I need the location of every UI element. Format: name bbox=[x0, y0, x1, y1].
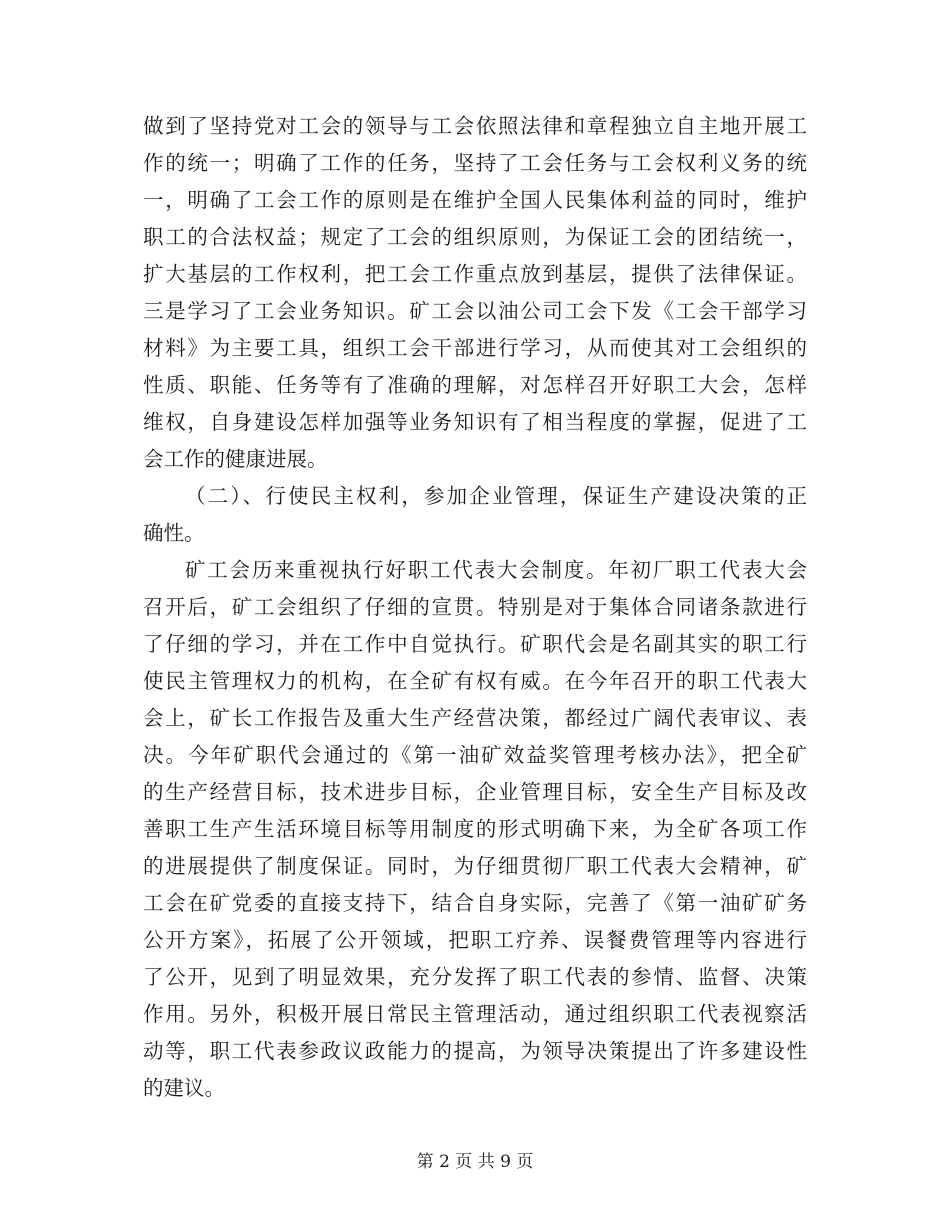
text-line: 的进展提供了制度保证。同时，为仔细贯彻厂职工代表大会精神，矿 bbox=[143, 854, 807, 878]
text-line: 善职工生产生活环境目标等用制度的形式明确下来，为全矿各项工作 bbox=[143, 817, 807, 841]
text-line: 做到了坚持党对工会的领导与工会依照法律和章程独立自主地开展工 bbox=[143, 114, 807, 138]
text-line: 会上，矿长工作报告及重大生产经营决策，都经过广阔代表审议、表 bbox=[143, 706, 807, 730]
text-line: 职工的合法权益；规定了工会的组织原则，为保证工会的团结统一， bbox=[143, 225, 807, 249]
page-footer: 第 2 页 共 9 页 bbox=[416, 1152, 534, 1172]
text-line: 一，明确了工会工作的原则是在维护全国人民集体利益的同时，维护 bbox=[143, 188, 807, 212]
section-heading-line: 确性。 bbox=[143, 521, 205, 545]
section-heading-line: （二）、行使民主权利，参加企业管理，保证生产建设决策的正 bbox=[185, 484, 807, 508]
text-line: 三是学习了工会业务知识。矿工会以油公司工会下发《工会干部学习 bbox=[143, 299, 807, 323]
text-line: 材料》为主要工具，组织工会干部进行学习，从而使其对工会组织的 bbox=[143, 336, 807, 360]
text-line: 作用。另外，积极开展日常民主管理活动，通过组织职工代表视察活 bbox=[143, 1002, 807, 1026]
text-line: 会工作的健康进展。 bbox=[143, 447, 328, 471]
text-line: 工会在矿党委的直接支持下，结合自身实际，完善了《第一油矿矿务 bbox=[143, 891, 807, 915]
text-line: 性质、职能、任务等有了准确的理解，对怎样召开好职工大会，怎样 bbox=[143, 373, 807, 397]
text-line: 矿工会历来重视执行好职工代表大会制度。年初厂职工代表大会 bbox=[185, 558, 807, 582]
text-line: 的生产经营目标，技术进步目标，企业管理目标，安全生产目标及改 bbox=[143, 780, 807, 804]
text-line: 维权，自身建设怎样加强等业务知识有了相当程度的掌握，促进了工 bbox=[143, 410, 807, 434]
text-line: 决。今年矿职代会通过的《第一油矿效益奖管理考核办法》，把全矿 bbox=[143, 743, 807, 767]
text-line: 动等，职工代表参政议政能力的提高，为领导决策提出了许多建设性 bbox=[143, 1039, 807, 1063]
text-line: 公开方案》，拓展了公开领域，把职工疗养、误餐费管理等内容进行 bbox=[143, 928, 807, 952]
text-line: 作的统一；明确了工作的任务，坚持了工会任务与工会权利义务的统 bbox=[143, 151, 807, 175]
text-line: 了公开，见到了明显效果，充分发挥了职工代表的参情、监督、决策 bbox=[143, 965, 807, 989]
text-line: 召开后，矿工会组织了仔细的宣贯。特别是对于集体合同诸条款进行 bbox=[143, 595, 807, 619]
text-line: 扩大基层的工作权利，把工会工作重点放到基层，提供了法律保证。 bbox=[143, 262, 807, 286]
text-line: 使民主管理权力的机构，在全矿有权有威。在今年召开的职工代表大 bbox=[143, 669, 807, 693]
text-line: 的建议。 bbox=[143, 1076, 225, 1100]
text-line: 了仔细的学习，并在工作中自觉执行。矿职代会是名副其实的职工行 bbox=[143, 632, 807, 656]
